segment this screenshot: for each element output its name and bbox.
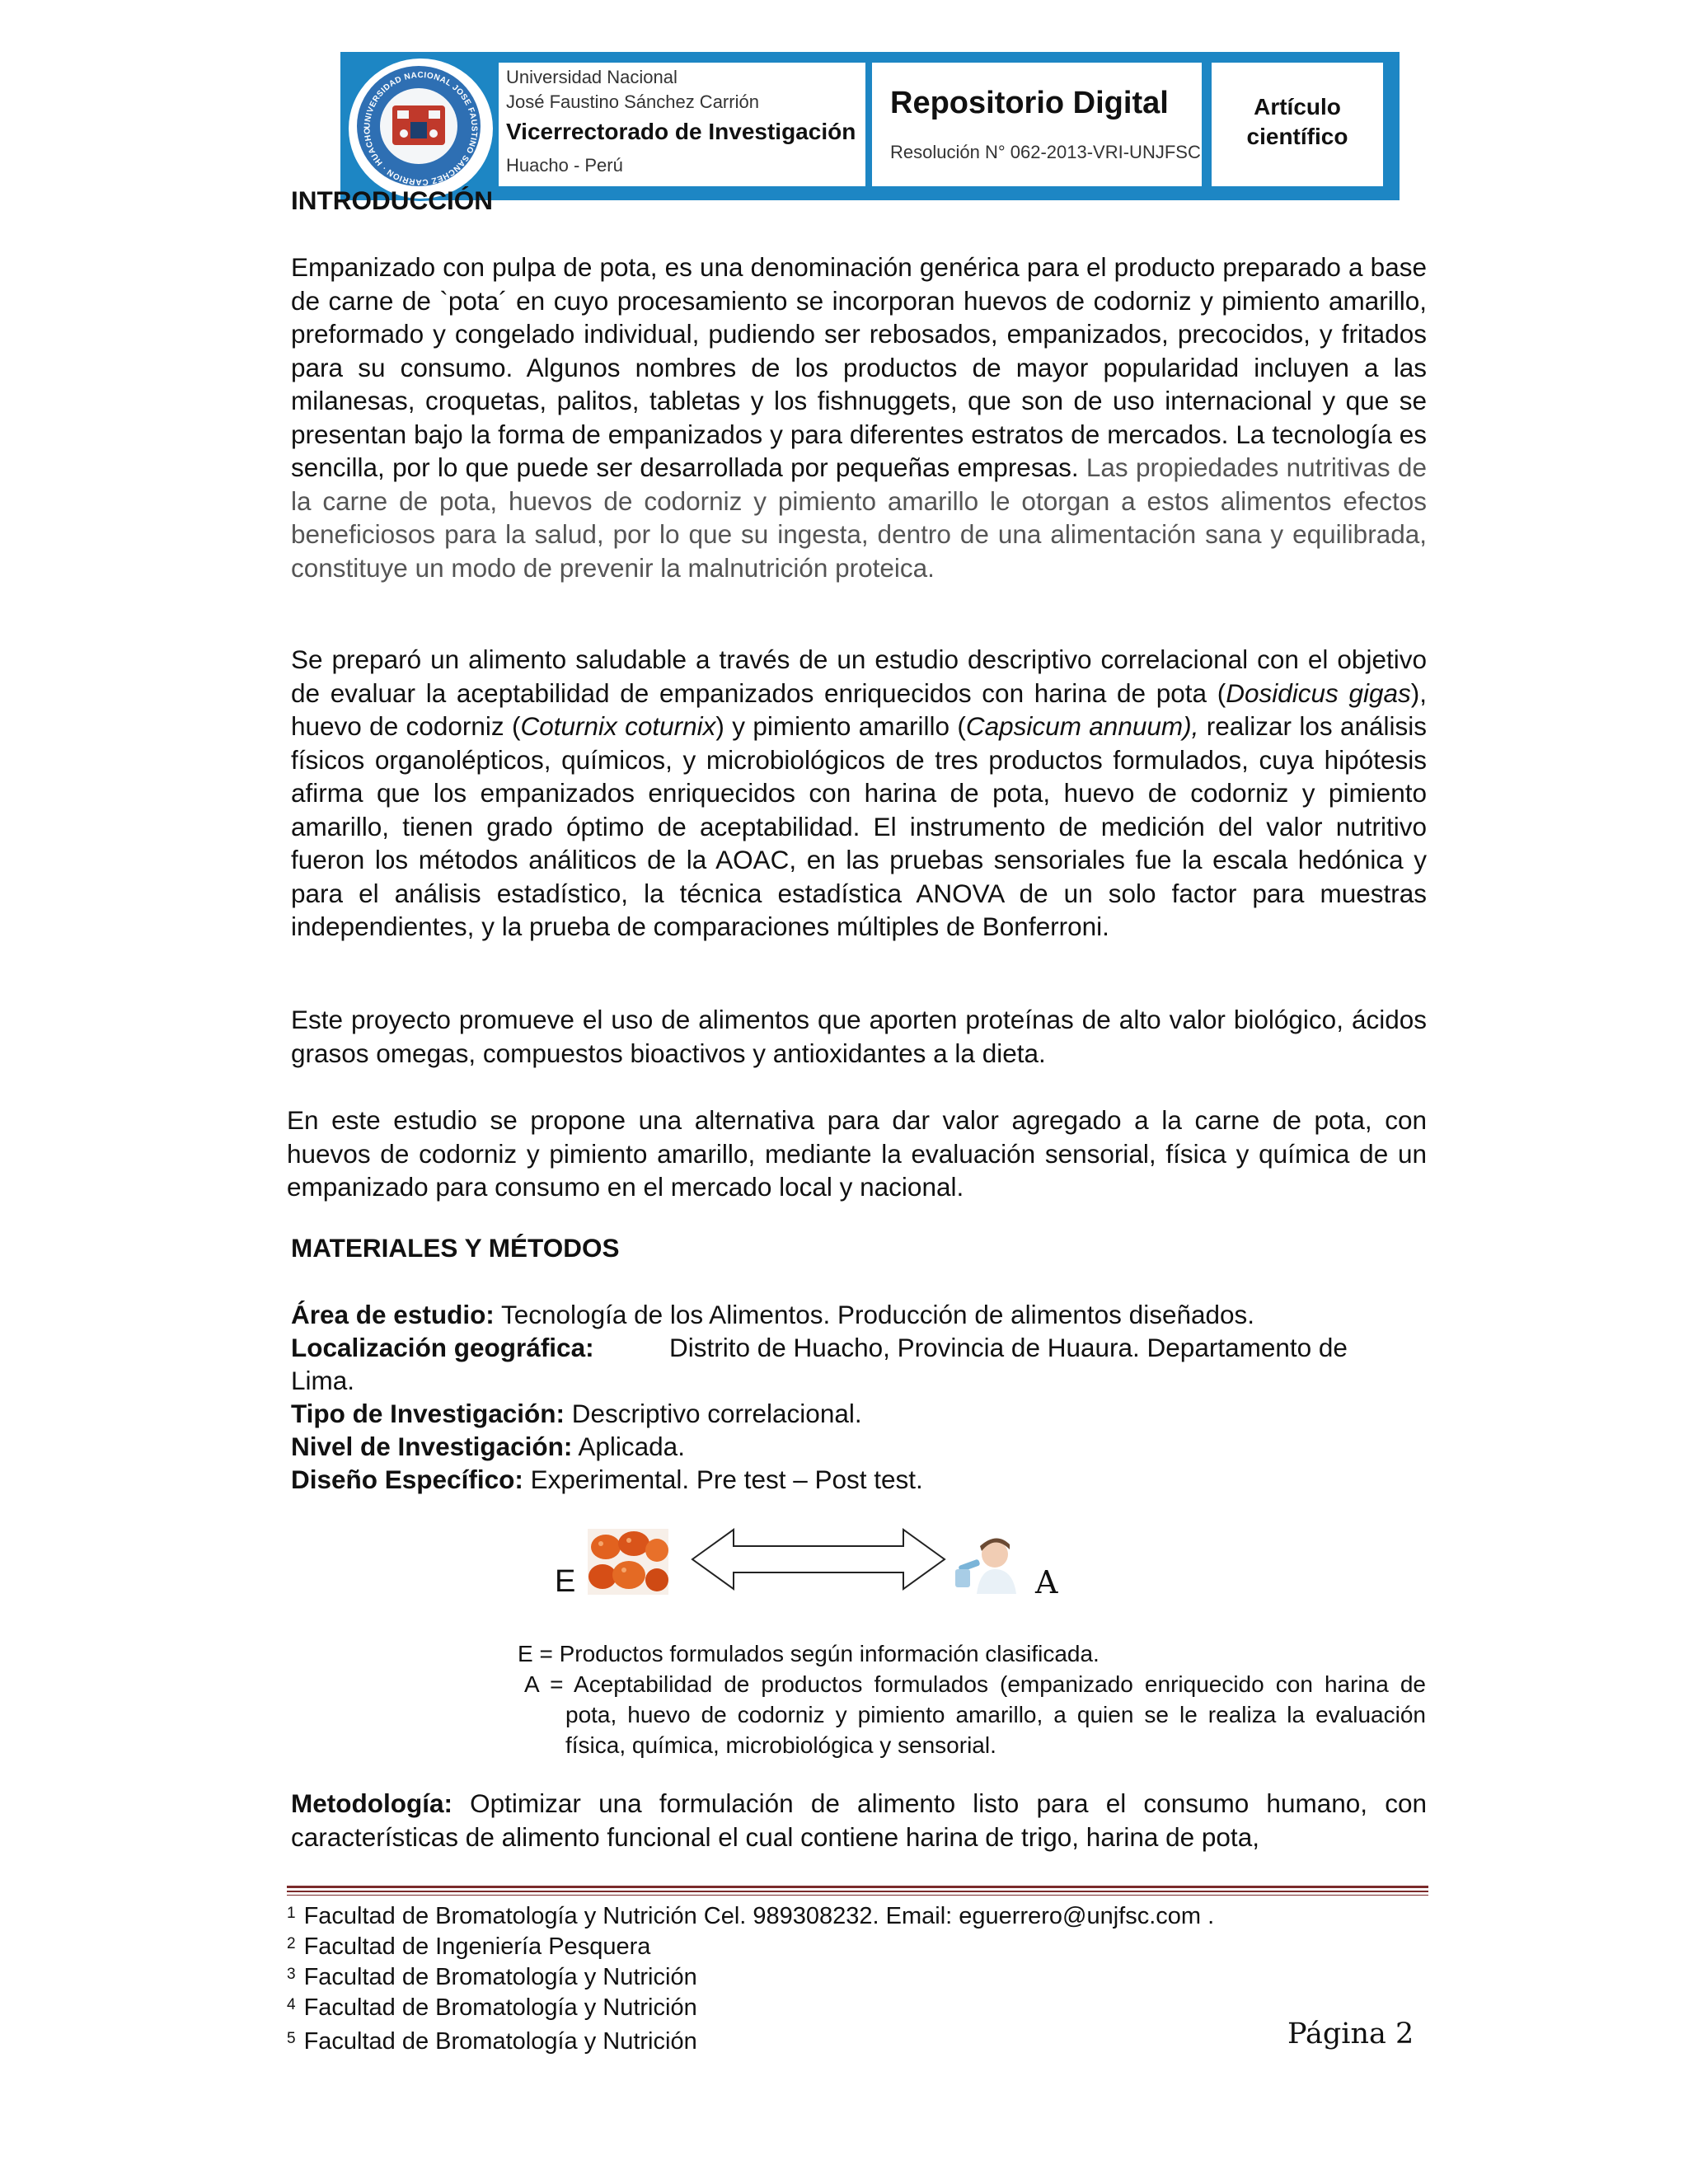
legend-a: A = Aceptabilidad de productos formulados (empanizado enriquecido con harina de pota, huevo de codorniz y pimiento amarillo, a quien se le realiza la evaluación física, química, microbiológica y sensorial.	[524, 1671, 1426, 1758]
footnote-rule-mid	[287, 1891, 1428, 1892]
footnote-4-text: Facultad de Bromatología y Nutrición	[303, 1994, 697, 2021]
nivel-row	[291, 1430, 685, 1463]
article-type-line2: científico	[1246, 124, 1348, 149]
intro-heading: INTRODUCCIÓN	[291, 185, 493, 215]
footnote-4	[287, 1990, 697, 2022]
nivel-label: Nivel de Investigación:	[291, 1432, 573, 1461]
tipo-label: Tipo de Investigación:	[291, 1399, 565, 1428]
location-value: Distrito de Huacho, Provincia de Huaura. Departamento de	[669, 1333, 1348, 1362]
header-article-box	[1212, 63, 1383, 186]
area-row	[291, 1298, 1254, 1331]
footnote-1	[287, 1899, 1214, 1931]
university-line2: José Faustino Sánchez Carrión	[506, 91, 759, 112]
species-coturnix: Coturnix coturnix	[520, 711, 716, 741]
intro-p2-part-a: Se preparó un alimento saludable a través de un estudio descriptivo correlacional con el objetivo de evaluar la aceptabilidad de empanizados enriquecidos con harina de pota (	[291, 644, 1427, 708]
nivel-value: Aplicada.	[572, 1432, 685, 1461]
metodologia-label: Metodología:	[291, 1788, 452, 1818]
article-type-line1: Artículo	[1254, 94, 1341, 120]
footnote-2	[287, 1929, 650, 1961]
footnote-5-text: Facultad de Bromatología y Nutrición	[303, 2028, 697, 2055]
diseno-row	[291, 1463, 923, 1496]
tipo-row	[291, 1397, 862, 1430]
location-label: Localización geográfica:	[291, 1333, 594, 1362]
species-dosidicus: Dosidicus gigas	[1226, 677, 1411, 708]
location-value-line2: Lima.	[291, 1366, 355, 1395]
methods-heading: MATERIALES Y MÉTODOS	[291, 1233, 620, 1263]
diseno-value: Experimental. Pre test – Post test.	[523, 1465, 923, 1494]
intro-p2-part-d: realizar los análisis físicos organolépticos, químicos, y microbiológicos de tres productos formulados, cuya hipótesis afirma que los empanizados enriquecidos con harina de pota, huevo de codorniz y pimiento amarillo, tienen grado óptimo de aceptabilidad. El instrumento de medición del valor nutritivo fueron los métodos análiticos de la AOAC, en las pruebas sensoriales fue la escala hedónica y para el análisis estadístico, la técnica estadística ANOVA de un solo factor para muestras independientes, y la prueba de comparaciones múltiples de Bonferroni.	[291, 711, 1428, 941]
footnote-5	[287, 2024, 697, 2056]
species-capsicum: Capsicum annuum),	[965, 711, 1199, 741]
metodologia-paragraph	[291, 1787, 1427, 1854]
footnote-3-number: 3	[287, 1966, 296, 1983]
double-arrow-icon	[691, 1526, 946, 1592]
diseno-label: Diseño Específico:	[291, 1465, 523, 1494]
area-value: Tecnología de los Alimentos. Producción de alimentos diseñados.	[494, 1300, 1255, 1329]
intro-paragraph-4: En este estudio se propone una alternativa para dar valor agregado a la carne de pota, con huevos de codorniz y pimiento amarillo, mediante la evaluación sensorial, física y química de un empanizado para consumo en el mercado local y nacional.	[287, 1105, 1427, 1202]
page-number: Página 2	[1287, 2018, 1414, 2050]
diagram-letter-a: A	[1035, 1564, 1058, 1601]
area-label: Área de estudio:	[291, 1300, 495, 1329]
footnote-3	[287, 1960, 697, 1992]
intro-p1-grey-text: Las propiedades nutritivas de la carne de pota, huevos de codorniz y pimiento amarillo le otorgan a estos alimentos efectos beneficiosos para la salud, por lo que su ingesta, dentro de una alimentación sana y equilibrada, constituye un modo de prevenir la malnutrición proteica.	[291, 452, 1427, 583]
footnote-rule-bottom	[287, 1895, 1428, 1896]
tipo-value: Descriptivo correlacional.	[564, 1399, 862, 1428]
svg-text:UNIVERSIDAD NACIONAL JOSE FAUS: UNIVERSIDAD NACIONAL JOSE FAUSTINO SANCHEZ CARRION · HUACHO	[363, 70, 479, 187]
location-row	[291, 1331, 594, 1364]
repository-title: Repositorio Digital	[890, 86, 1169, 120]
intro-p2-part-c: ) y pimiento amarillo (	[715, 711, 966, 741]
resolution-number: Resolución N° 062-2013-VRI-UNJFSC	[890, 142, 1201, 162]
header-university-box	[499, 63, 865, 186]
food-products-image	[588, 1529, 668, 1595]
footnote-2-number: 2	[287, 1935, 296, 1952]
intro-p1-text: Empanizado con pulpa de pota, es una denominación genérica para el producto preparado a base de carne de `pota´ en cuyo procesamiento se incorporan huevos de codorniz y pimiento amarillo, preformado y congelado individual, pudiendo ser rebosados, empanizados, precocidos, y fritados para su consumo. Algunos nombres de los productos de mayor popularidad incluyen a las milanesas, croquetas, palitos, tabletas y los fishnuggets, que son de uso internacional y que se presentan bajo la forma de empanizados y para diferentes estratos de mercados. La tecnología es sencilla, por lo que puede ser desarrollada por pequeñas empresas.	[291, 252, 1427, 482]
vicerrectorado-title: Vicerrectorado de Investigación	[506, 119, 856, 144]
header-repository-box	[872, 63, 1202, 186]
tasting-person-image	[952, 1533, 1026, 1594]
footnote-2-text: Facultad de Ingeniería Pesquera	[303, 1933, 651, 1960]
metodologia-value: Optimizar una formulación de alimento listo para el consumo humano, con características de alimento funcional el cual contiene harina de trigo, harina de pota,	[291, 1788, 1427, 1852]
intro-paragraph-1	[291, 251, 1427, 584]
footnote-1-text: Facultad de Bromatología y Nutrición Cel. 989308232. Email: eguerrero@unjfsc.com .	[303, 1903, 1215, 1929]
footnote-5-number: 5	[287, 2030, 296, 2047]
footnote-3-text: Facultad de Bromatología y Nutrición	[303, 1964, 697, 1990]
intro-paragraph-3: Este proyecto promueve el uso de alimentos que aporten proteínas de alto valor biológico, ácidos grasos omegas, compuestos bioactivos y antioxidantes a la dieta.	[291, 1005, 1427, 1068]
footnote-1-number: 1	[287, 1905, 296, 1922]
intro-p2-part-b: ), huevo de codorniz (	[291, 677, 1428, 741]
intro-paragraph-2	[291, 643, 1427, 944]
footnote-4-number: 4	[287, 1996, 296, 2013]
university-location: Huacho - Perú	[506, 155, 623, 176]
university-line1: Universidad Nacional	[506, 67, 678, 87]
legend-e: E = Productos formulados según información clasificada.	[518, 1641, 1100, 1666]
logo-emblem-icon	[386, 97, 452, 155]
footnote-rule-top	[287, 1886, 1428, 1888]
diagram-letter-e: E	[555, 1564, 576, 1599]
